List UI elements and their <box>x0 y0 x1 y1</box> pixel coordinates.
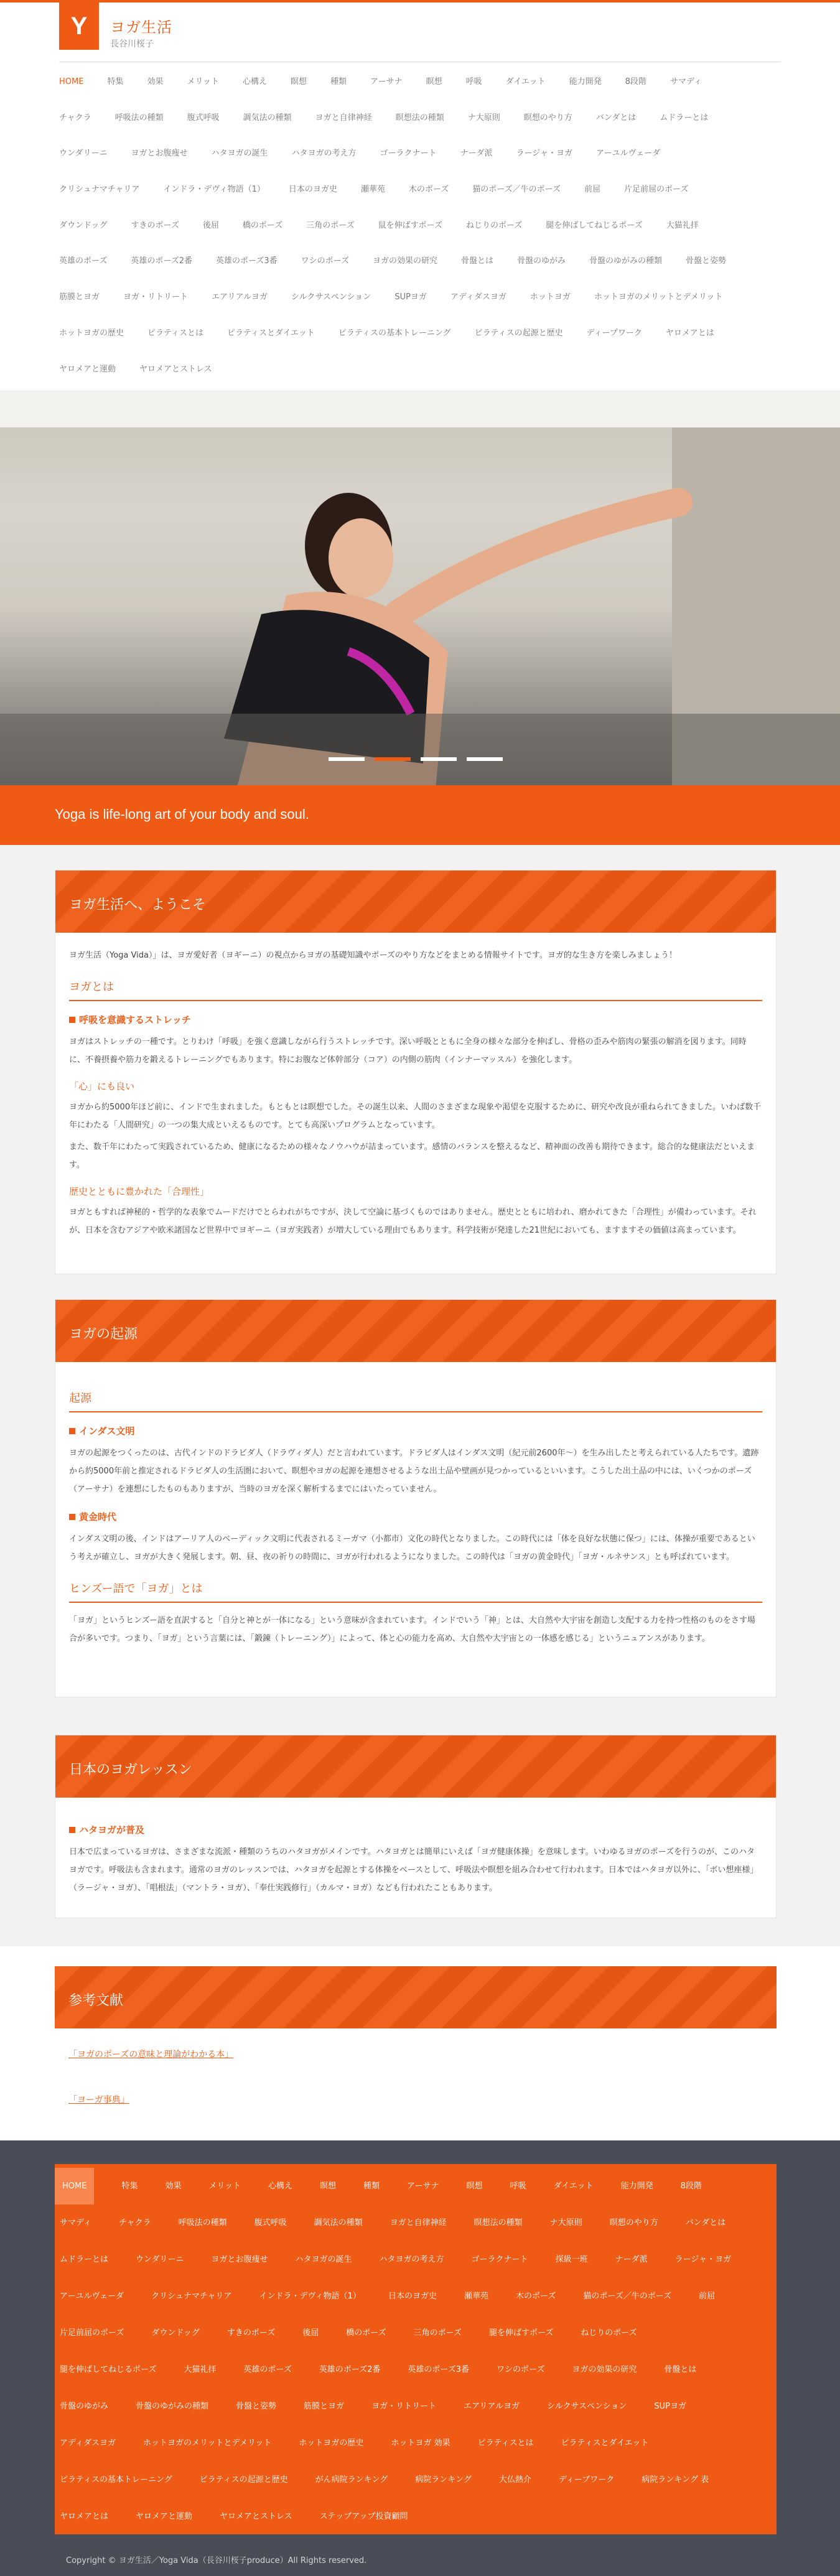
footer-nav-item[interactable]: 橋のポーズ <box>346 2328 386 2338</box>
nav-item[interactable]: すきのポーズ <box>131 220 179 230</box>
footer-nav-item[interactable]: ピラティスとダイエット <box>561 2438 649 2448</box>
reference-link[interactable]: 「ヨガのポーズの意味と理論がわかる本」 <box>68 2050 234 2060</box>
reference-link[interactable]: 「ヨーガ事典」 <box>68 2095 129 2105</box>
nav-item[interactable]: 猫のポーズ／牛のポーズ <box>472 185 561 195</box>
nav-item[interactable]: 三角のポーズ <box>306 220 355 230</box>
footer-nav-item[interactable]: アーユルヴェーダ <box>60 2292 124 2301</box>
slider-dots <box>329 757 513 761</box>
footer-nav-item[interactable]: HOME <box>55 2168 94 2205</box>
footer-nav-item[interactable]: ピラティスとは <box>477 2438 534 2448</box>
nav-item[interactable]: 瞑想 <box>426 77 442 86</box>
paragraph: 日本で広まっているヨガは、さまざまな流派・種類のうちのハタヨガがメインです。ハタヨガとは簡単にいえば「ヨガ健康体操」を意味します。いわゆるヨガのポーズを行うのが、このハタヨガです。呼吸法も含まれます。通常のヨガのレッスンでは、ハタヨガを起源とする体操をベースとして、呼吸法や瞑想を組み合わせて行われます。日本ではハタヨガ以外に、「ボい想座様」（ラージャ・ヨガ）、「唱根法」（マントラ・ヨガ）、「奉仕実践修行」（カルマ・ヨガ）なども行われたこともあります。 <box>69 1847 758 1893</box>
nav-item[interactable]: 瞑想のやり方 <box>523 113 572 123</box>
nav-item[interactable]: 心構え <box>242 77 267 86</box>
nav-item[interactable]: 橋のポーズ <box>242 220 283 230</box>
footer-nav-item[interactable]: メリット <box>208 2182 241 2191</box>
footer-nav-item[interactable]: 病院ランキング 表 <box>642 2475 709 2485</box>
nav-item[interactable]: ウンダリーニ <box>59 149 108 159</box>
nav-item[interactable]: 鼠を伸ばすポーズ <box>378 220 442 230</box>
square-bullet-icon <box>69 1827 75 1833</box>
site-header <box>59 2 781 62</box>
nav-item[interactable]: クリシュナマチャリア <box>59 185 140 195</box>
paragraph: ヨガともすれば神秘的・哲学的な表象でムードだけでとらわれがちですが、決して空論に基づくものではありません。歴史とともに培われ、磨かれてきた「合理性」が備わっています。それが、日本を含むアジアや欧米諸国など世界中でヨギーニ（ヨガ実践者）が増大している理由でもあります。科学技術が発達した21世紀においても、ますますその価値は高まっています。 <box>69 1208 757 1235</box>
footer-nav-item[interactable]: 8段階 <box>680 2182 702 2191</box>
footer-nav-item[interactable]: 英雄のポーズ2番 <box>319 2365 381 2374</box>
paragraph: ヨガはストレッチの一種です。とりわけ「呼吸」を強く意識しながら行うストレッチです。深い呼吸とともに全身の様々な部分を伸ばし、骨格の歪みや筋肉の緊張の解消を図ります。同時に、不養摂養や筋力を鍛えるトレーニングでもあります。特にお腹など体幹部分（コア）の内側の筋肉（インナーマッスル）を強化します。 <box>69 1037 747 1065</box>
hero-slider <box>0 390 840 801</box>
footer-nav-item[interactable]: ピラティスの基本トレーニング <box>60 2475 172 2485</box>
footer-nav-item[interactable]: シルクサスペンション <box>547 2402 627 2411</box>
footer-nav-item[interactable]: ディープワーク <box>558 2475 615 2485</box>
footer-nav-item[interactable]: ヤロメアと運動 <box>136 2512 193 2521</box>
footer-nav-item[interactable]: 呼吸 <box>510 2182 526 2191</box>
footer-nav-item[interactable]: 種類 <box>363 2182 380 2191</box>
footer-nav-item[interactable]: 腿を伸ばすポーズ <box>488 2328 554 2338</box>
nav-item[interactable]: インドラ・デヴィ物語（1） <box>163 185 265 195</box>
nav-item[interactable]: 後屈 <box>202 220 219 230</box>
slider-dot[interactable] <box>467 757 503 761</box>
footer-nav-item[interactable]: すきのポーズ <box>226 2328 276 2338</box>
site-subtitle: 長谷川桜子 <box>110 39 154 49</box>
nav-item[interactable]: 8段階 <box>625 77 646 86</box>
footer-nav-item[interactable]: ピラティスの起源と歴史 <box>199 2475 288 2485</box>
nav-item[interactable]: ヨガとお腹痩せ <box>131 149 188 159</box>
nav-item[interactable]: ダウンドッグ <box>59 220 108 230</box>
nav-item[interactable]: 英雄のポーズ2番 <box>131 256 192 266</box>
nav-item[interactable]: 前屈 <box>584 185 600 195</box>
footer-nav-item[interactable]: ヨガと自律神経 <box>390 2218 447 2228</box>
square-bullet-icon <box>69 1514 75 1520</box>
nav-item[interactable]: ラージャ・ヨガ <box>516 149 573 159</box>
footer-nav-item[interactable]: アディダスヨガ <box>60 2438 116 2448</box>
paragraph: ヨガの起源をつくったのは、古代インドのドラビダ人（ドラヴィダ人）だと言われています。ドラビダ人はインダス文明（紀元前2600年〜）を生み出したと考えられている人たちです。遺跡から約5000年前と推定されるドラビダ人の生活圏において、瞑想やヨガの起源を連想させるような出土品や壁画が見つかっているといいます。こうした出土品の中には、いくつかのポーズ（アーサナ）を連想にしたものもありますが、当時のヨガを深く解析するまでにはいたっていません。 <box>69 1449 759 1494</box>
footer-nav-item[interactable]: ウンダリーニ <box>136 2255 184 2264</box>
site-footer <box>0 2140 840 2576</box>
slider-dot[interactable] <box>421 757 457 761</box>
footer-nav-item[interactable]: 木のポーズ <box>515 2292 556 2301</box>
footer-nav-item[interactable]: 腿を伸ばしてねじるポーズ <box>60 2365 157 2374</box>
nav-item[interactable]: ハタヨガの考え方 <box>291 149 357 159</box>
nav-item[interactable]: ゴーラクナート <box>380 149 437 159</box>
nav-item[interactable]: ピラティスとダイエット <box>226 328 315 338</box>
footer-nav-item[interactable]: ヨガ・リトリート <box>371 2402 437 2411</box>
nav-item[interactable]: 骨盤のゆがみの種類 <box>589 256 663 266</box>
nav-item[interactable]: 瀬華苑 <box>360 185 385 195</box>
footer-nav-item[interactable]: 英雄のポーズ <box>243 2365 292 2374</box>
nav-item[interactable]: サマディ <box>670 77 702 86</box>
footer-nav-item[interactable]: ゴーラクナート <box>471 2255 528 2264</box>
nav-item[interactable]: 大猫礼拝 <box>666 220 699 230</box>
footer-nav-item[interactable]: 日本のヨガ史 <box>388 2292 437 2301</box>
footer-nav-item[interactable]: ナ大原則 <box>549 2218 582 2228</box>
origin-title: ヨガの起源 <box>55 1300 776 1362</box>
footer-nav-item[interactable]: ホットヨガ 効果 <box>391 2438 450 2448</box>
footer-nav-item[interactable]: インドラ・デヴィ物語（1） <box>259 2292 361 2301</box>
japan-title: 日本のヨガレッスン <box>55 1735 776 1798</box>
section-heading: ヨガとは <box>69 978 762 1001</box>
footer-nav-item[interactable]: 瞑想法の種類 <box>474 2218 523 2228</box>
nav-item[interactable]: アディダスヨガ <box>450 292 506 302</box>
footer-nav-item[interactable]: ヤロメアとストレス <box>220 2512 292 2521</box>
footer-nav-item[interactable]: がん病院ランキング <box>315 2475 388 2485</box>
nav-item[interactable]: ナーダ派 <box>460 149 493 159</box>
footer-nav-item[interactable]: 骨盤と姿勢 <box>236 2402 277 2411</box>
nav-item[interactable]: ピラティスの基本トレーニング <box>338 328 451 338</box>
square-bullet-icon <box>69 1428 75 1434</box>
nav-item[interactable]: ねじりのポーズ <box>465 220 523 230</box>
hero-image <box>0 390 840 790</box>
nav-item[interactable]: ホットヨガの歴史 <box>59 328 124 338</box>
sub-heading: 歴史とともに豊かれた「合理性」 <box>69 1186 210 1197</box>
nav-item[interactable]: 瞑想法の種類 <box>395 113 444 123</box>
nav-item[interactable]: チャクラ <box>59 113 91 123</box>
nav-item[interactable]: ワシのポーズ <box>301 256 349 266</box>
footer-nav-item[interactable]: 骨盤とは <box>664 2365 697 2374</box>
footer-nav-item[interactable]: ダイエット <box>553 2182 594 2191</box>
nav-item[interactable]: 骨盤のゆがみ <box>517 256 566 266</box>
footer-nav-item[interactable]: SUPヨガ <box>654 2402 686 2411</box>
footer-nav-item[interactable]: ステップアップ投資顧問 <box>319 2512 408 2521</box>
nav-item[interactable]: 骨盤と姿勢 <box>686 256 727 266</box>
nav-item[interactable]: 筋膜とヨガ <box>59 292 100 302</box>
nav-item[interactable]: 腹式呼吸 <box>187 113 220 123</box>
footer-nav-item[interactable]: ハタヨガの考え方 <box>379 2255 444 2264</box>
footer-nav-item[interactable]: 呼吸法の種類 <box>178 2218 227 2228</box>
nav-item[interactable]: 特集 <box>107 77 124 86</box>
footer-nav-item[interactable]: 骨盤のゆがみの種類 <box>136 2402 209 2411</box>
paragraph: インダス文明の後、インドはアーリア人のベーディック文明に代表されるミーガマ（小都市）文化の時代となりました。この時代には「体を良好な状態に保つ」には、体操が重要であるという考えが確立し、ヨガが大きく発展します。朝、昼、夜の祈りの時間に、ヨガが行われるようになりました。この時代は「ヨガの黄金時代」「ヨガ・ルネサンス」とも呼ばれています。 <box>69 1534 755 1562</box>
nav-item[interactable]: ヤロメアと運動 <box>59 364 116 374</box>
nav-item[interactable]: 腿を伸ばしてねじるポーズ <box>546 220 643 230</box>
references-section <box>55 1966 777 2109</box>
sub-heading: 呼吸を意識するストレッチ <box>79 1014 191 1025</box>
nav-item[interactable]: 種類 <box>330 77 347 86</box>
footer-nav-item[interactable]: ワシのポーズ <box>496 2365 545 2374</box>
footer-nav-item[interactable]: 英雄のポーズ3番 <box>408 2365 469 2374</box>
nav-item[interactable]: ホットヨガのメリットとデメリット <box>594 292 723 302</box>
footer-nav-item[interactable]: 腹式呼吸 <box>254 2218 287 2228</box>
nav-item[interactable]: アーサナ <box>370 77 403 86</box>
welcome-intro: ヨガ生活（Yoga Vida）」は、ヨガ愛好者（ヨギーニ）の視点からヨガの基礎知識やポーズのやり方などをまとめる情報サイトです。ヨガ的な生き方を楽しみましょう！ <box>69 951 677 960</box>
nav-item[interactable]: ハタヨガの誕生 <box>211 149 268 159</box>
hero-illustration <box>0 390 840 790</box>
nav-item[interactable]: SUPヨガ <box>394 292 427 302</box>
footer-nav-item[interactable]: アーサナ <box>407 2182 439 2191</box>
nav-item[interactable]: ナ大原則 <box>467 113 500 123</box>
origin-section <box>55 1299 777 1697</box>
nav-item[interactable]: ダイエット <box>505 77 546 86</box>
nav-item[interactable]: ピラティスとは <box>147 328 203 338</box>
footer-nav-item[interactable]: クリシュナマチャリア <box>151 2292 232 2301</box>
nav-item[interactable]: ヨガ・リトリート <box>123 292 189 302</box>
tagline-text: Yoga is life-long art of your body and soul. <box>55 806 309 822</box>
square-bullet-icon <box>69 1017 75 1023</box>
footer-nav-item[interactable]: エアリアルヨガ <box>464 2402 520 2411</box>
footer-nav-item[interactable]: ラージャ・ヨガ <box>674 2255 732 2264</box>
footer-nav-item[interactable]: サマディ <box>60 2218 91 2228</box>
paragraph: 「ヨガ」というヒンズー語を直訳すると「自分と神とが一体になる」という意味が含まれています。インドでいう「神」とは、大自然や大宇宙を創造し支配する力を持つ性格のものをさす場合が多いです。つまり、「ヨガ」という言葉には、「鍛錬（トレーニング）」によって、体と心の能力を高め、大自然や大宇宙との一体感を感じる」というニュアンスがあります。 <box>69 1616 755 1643</box>
nav-item[interactable]: 瞑想 <box>290 77 307 86</box>
footer-nav-item[interactable]: ハタヨガの誕生 <box>295 2255 352 2264</box>
footer-nav-item[interactable]: 前屈 <box>699 2292 716 2301</box>
footer-nav-item[interactable]: 能力開発 <box>620 2182 653 2191</box>
nav-item[interactable]: 日本のヨガ史 <box>288 185 337 195</box>
paragraph: ヨガから約5000年ほど前に、インドで生まれました。もともとは瞑想でした。その誕生以来、人間のさまざまな現象や渇望を克服するために、研究や改良が重ねられてきました。いわば数千年にわたる「人間研究」の一つの集大成といえるものです。とても高深いプログラムとなっています。 <box>69 1103 762 1130</box>
nav-item[interactable]: シルクサスペンション <box>291 292 371 302</box>
nav-item[interactable]: 調気法の種類 <box>243 113 292 123</box>
section-heading: ヒンズー語で「ヨガ」とは <box>69 1580 762 1603</box>
footer-nav-item[interactable]: 片足前屈のポーズ <box>60 2328 124 2338</box>
nav-item[interactable]: ピラティスの起源と歴史 <box>474 328 563 338</box>
footer-nav-item[interactable]: 筋膜とヨガ <box>304 2402 345 2411</box>
footer-nav-item[interactable]: 後屈 <box>302 2328 319 2338</box>
footer-nav-item[interactable]: 瀬華苑 <box>464 2292 488 2301</box>
japan-section <box>55 1735 777 1918</box>
footer-nav-item[interactable]: 猫のポーズ／牛のポーズ <box>583 2292 672 2301</box>
nav-item[interactable]: HOME <box>59 77 84 86</box>
footer-nav-item[interactable]: 特集 <box>121 2182 138 2191</box>
nav-item[interactable]: ヨガの効果の研究 <box>372 256 437 266</box>
footer-nav-item[interactable]: ムドラーとは <box>60 2255 109 2264</box>
nav-item[interactable]: 呼吸法の種類 <box>114 113 164 123</box>
footer-nav-item[interactable]: 調気法の種類 <box>314 2218 363 2228</box>
copyright: Copyright © ヨガ生活／Yoga Vida（長谷川桜子produce）All Rights reserved. <box>66 2556 367 2565</box>
sub-heading: インダス文明 <box>79 1426 135 1437</box>
nav-item[interactable]: 効果 <box>147 77 164 86</box>
sub-heading: 黄金時代 <box>79 1511 117 1523</box>
nav-item[interactable]: ヨガと自律神経 <box>315 113 372 123</box>
sub-heading: ハタヨガが普及 <box>79 1824 145 1836</box>
footer-nav-item[interactable]: チャクラ <box>118 2218 151 2228</box>
nav-item[interactable]: アーユルヴェーダ <box>596 149 661 159</box>
welcome-section <box>55 870 777 1274</box>
nav-item[interactable]: 片足前屈のポーズ <box>623 185 689 195</box>
nav-item[interactable]: 英雄のポーズ <box>59 256 108 266</box>
footer-nav-item[interactable]: バンダとは <box>685 2218 726 2228</box>
footer-nav-item[interactable]: 心構え <box>268 2182 292 2191</box>
footer-nav-item[interactable]: ヤロメアとは <box>60 2512 109 2521</box>
nav-item[interactable]: ムドラーとは <box>660 113 709 123</box>
nav-item[interactable]: メリット <box>187 77 219 86</box>
nav-item[interactable]: 木のポーズ <box>408 185 449 195</box>
references-title: 参考文献 <box>55 1966 777 2028</box>
site-logo[interactable]: Y <box>59 2 99 50</box>
global-nav <box>59 62 781 390</box>
footer-nav-item[interactable]: ナーダ派 <box>615 2255 648 2264</box>
footer-nav-item[interactable]: 瞑想 <box>466 2182 483 2191</box>
footer-nav-item[interactable]: ヨガとお腹痩せ <box>211 2255 268 2264</box>
footer-nav-item[interactable]: ねじりのポーズ <box>581 2328 637 2338</box>
footer-nav-item[interactable]: ダウンドッグ <box>151 2328 200 2338</box>
footer-nav-item[interactable]: 効果 <box>165 2182 182 2191</box>
footer-nav-item[interactable]: 大猫礼拝 <box>184 2365 217 2374</box>
section-heading: 起源 <box>69 1389 762 1412</box>
nav-item[interactable]: 英雄のポーズ3番 <box>215 256 278 266</box>
footer-nav-item[interactable]: ヨガの効果の研究 <box>572 2365 637 2374</box>
footer-nav-item[interactable]: ホットヨガのメリットとデメリット <box>142 2438 272 2448</box>
nav-item[interactable]: ディープワーク <box>586 328 642 338</box>
nav-item[interactable]: ヤロメアとストレス <box>139 364 212 374</box>
footer-nav-item[interactable]: 病院ランキング <box>415 2475 472 2485</box>
footer-nav-item[interactable]: 三角のポーズ <box>413 2328 462 2338</box>
footer-nav <box>55 2164 777 2534</box>
footer-nav-item[interactable]: 大仏熱介 <box>498 2475 531 2485</box>
slider-dot[interactable] <box>329 757 365 761</box>
footer-nav-item[interactable]: 骨盤のゆがみ <box>60 2402 109 2411</box>
footer-nav-item[interactable]: ホットヨガの歴史 <box>299 2438 364 2448</box>
welcome-title: ヨガ生活へ、ようこそ <box>55 870 776 933</box>
nav-item[interactable]: 呼吸 <box>465 77 482 86</box>
nav-item[interactable]: ホットヨガ <box>530 292 571 302</box>
sub-heading: 「心」にも良い <box>69 1081 135 1092</box>
paragraph: また、数千年にわたって実践されているため、健康になるための様々なノウハウが詰まっています。感情のバランスを整えるなど、精神面の改善も期待できます。総合的な健康法だといえます。 <box>69 1142 755 1170</box>
nav-item[interactable]: バンダとは <box>595 113 637 123</box>
nav-item[interactable]: 骨盤とは <box>460 256 493 266</box>
nav-item[interactable]: エアリアルヨガ <box>212 292 268 302</box>
footer-nav-item[interactable]: 瞑想 <box>319 2182 336 2191</box>
nav-item[interactable]: 能力開発 <box>569 77 602 86</box>
site-title[interactable]: ヨガ生活 <box>110 19 172 36</box>
footer-nav-item[interactable]: 探級一班 <box>555 2255 588 2264</box>
slider-dot-active[interactable] <box>375 757 411 761</box>
nav-item[interactable]: ヤロメアとは <box>665 328 714 338</box>
tagline-banner <box>0 785 840 846</box>
footer-nav-item[interactable]: 瞑想のやり方 <box>609 2218 658 2228</box>
